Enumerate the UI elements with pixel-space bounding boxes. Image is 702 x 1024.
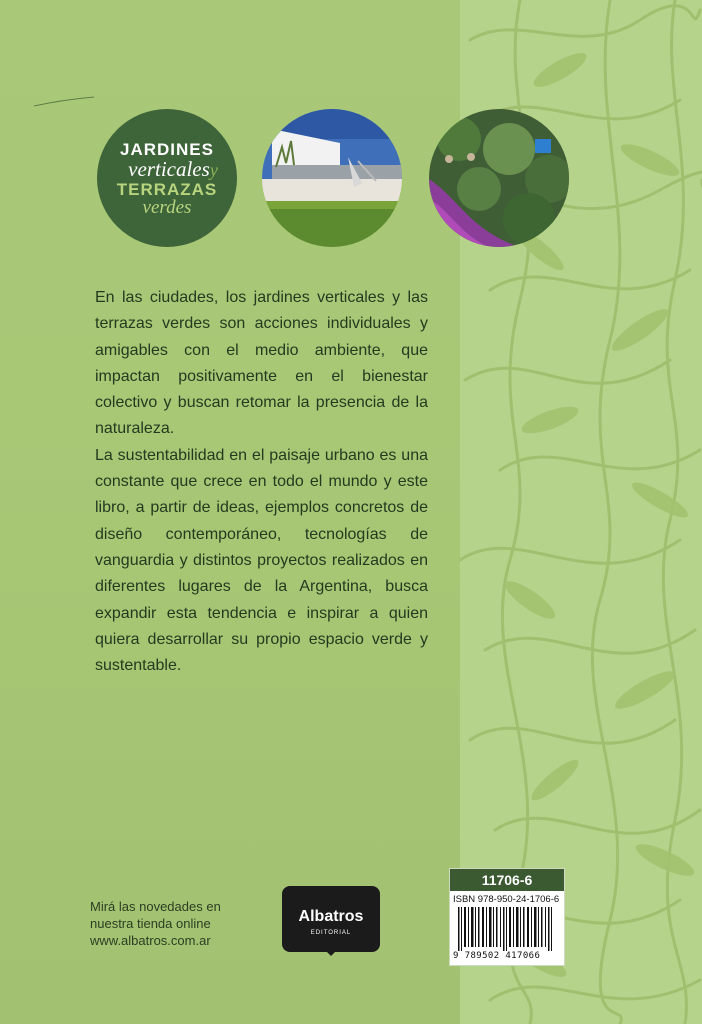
synopsis-paragraph-2: La sustentabilidad en el paisaje urbano es una constante que crece en todo el mundo y este libro, a partir de ideas, ejemplos concretos de diseño contemporáneo, tecnologías de vanguardia y distintos proyectos realizados en diferentes lugares de la Argentina, busca expandir esta tendencia e inspirar a quien quiera desarrollar su propio espacio verde y sustentable. [95,446,428,675]
isbn-sticker [449,868,565,966]
title-line-verticales [128,156,218,181]
title-line-jardines: JARDINES [120,139,214,159]
vertical-garden-photo [429,109,569,247]
product-code: 11706-6 [450,869,564,891]
barcode-icon [454,907,560,951]
title-connector-y: y [209,159,218,180]
publisher-logo [282,886,380,956]
store-promo-line-1: Mirá las novedades en [90,899,221,914]
store-url: www.albatros.com.ar [90,933,211,948]
title-word-verticales: verticales [128,156,210,181]
isbn-number: ISBN 978-950-24-1706-6 [453,894,560,905]
terrace-illustration [262,109,402,247]
store-promo-line-2: nuestra tienda online [90,916,211,931]
synopsis-text [95,285,428,679]
scratch-mark [32,96,96,108]
synopsis-paragraph-1: En las ciudades, los jardines verticales y las terrazas verdes son acciones individuales y amigables con el medio ambiente, que impactan positivamente en el bienestar colectivo y buscan retomar la presencia de la naturaleza. [95,289,428,438]
store-promo [90,898,221,949]
publisher-sub: EDITORIAL [310,930,352,936]
terrace-photo [262,109,402,247]
title-badge [97,109,237,247]
barcode-digits: 9 789502 417066 [453,951,541,961]
publisher-name: Albatros [298,908,364,925]
vertical-garden-illustration [429,109,569,247]
title-line-terrazas: TERRAZAS [116,179,218,199]
logo-notch [323,948,339,956]
title-line-verdes: verdes [142,196,192,218]
